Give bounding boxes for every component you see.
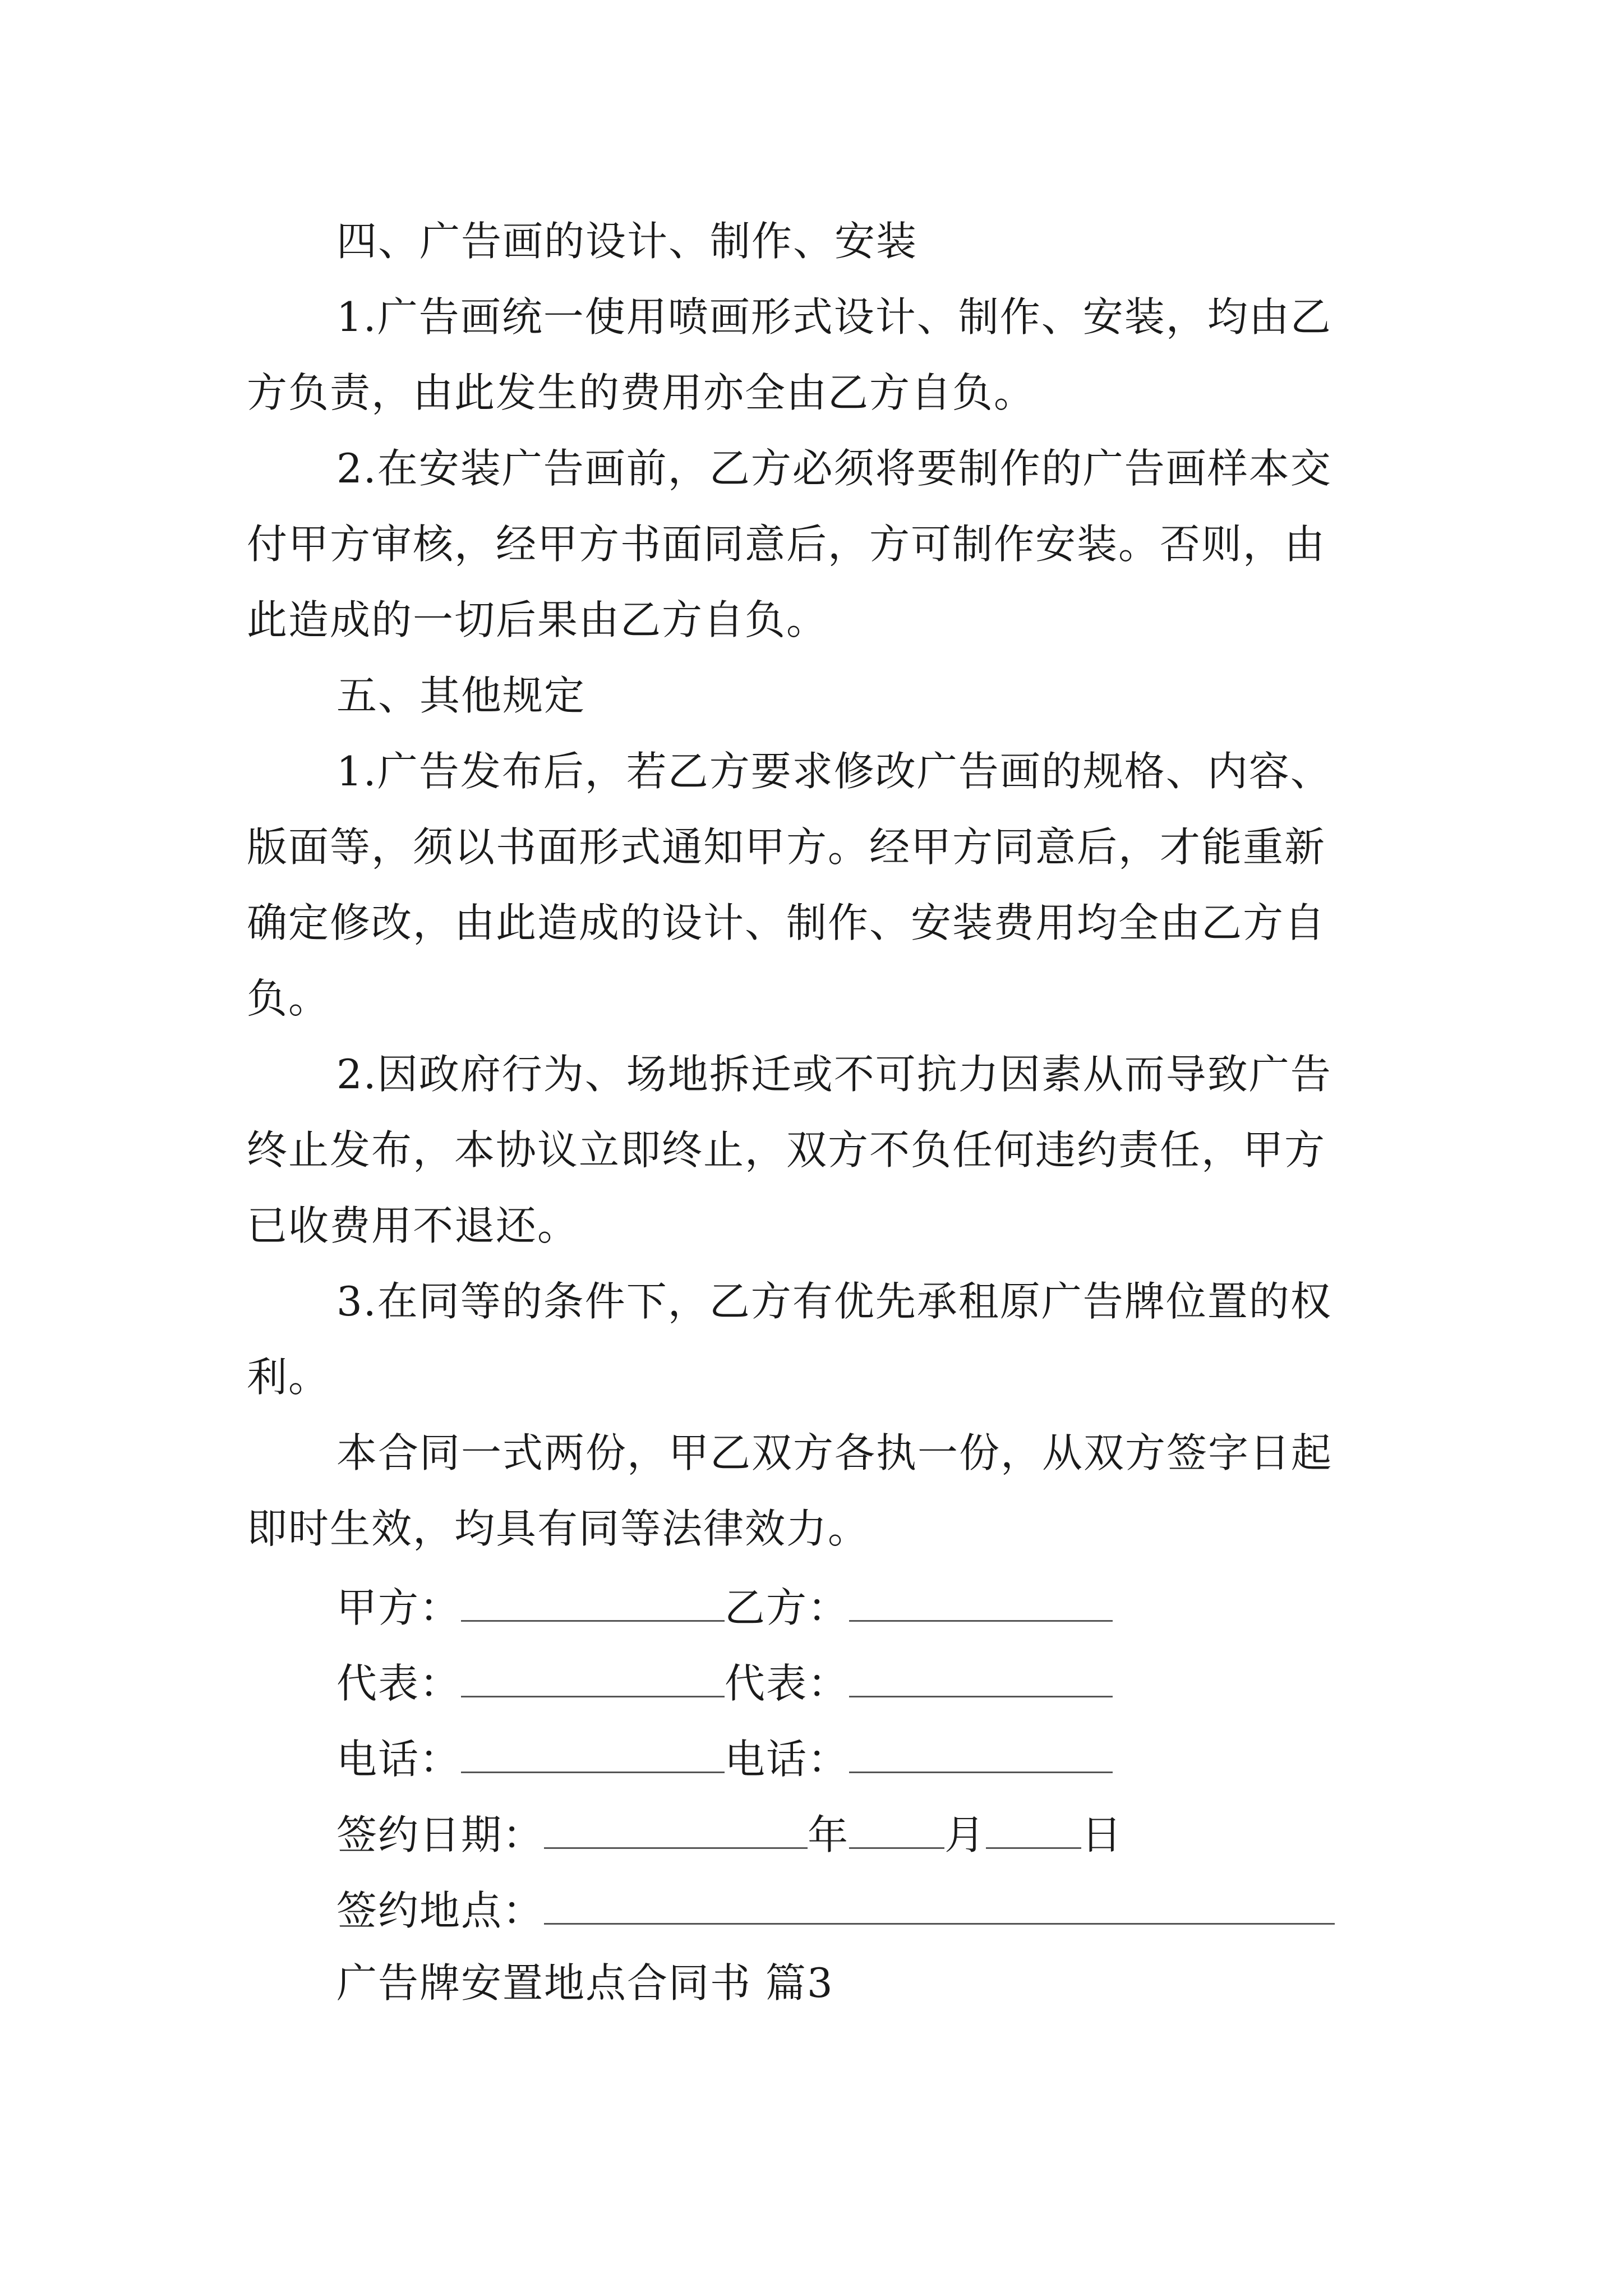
rep-b-label: 代表：	[725, 1660, 850, 1707]
signature-row-place	[336, 1879, 1335, 1939]
signature-row-rep	[336, 1652, 1113, 1711]
paragraph-line: 版面等，须以书面形式通知甲方。经甲方同意后，才能重新	[247, 823, 1326, 871]
paragraph-line: 已收费用不退还。	[247, 1202, 579, 1249]
phone-b-label: 电话：	[725, 1736, 850, 1783]
day-label: 日	[1081, 1811, 1123, 1858]
paragraph-line: 3.在同等的条件下，乙方有优先承租原广告牌位置的权	[336, 1278, 1332, 1325]
date-label: 签约日期：	[336, 1811, 545, 1858]
year-label: 年	[808, 1811, 850, 1858]
signature-row-party	[336, 1576, 1113, 1636]
next-section-title: 广告牌安置地点合同书 篇3	[336, 1959, 834, 2007]
phone-a-label: 电话：	[336, 1736, 462, 1783]
paragraph-line: 即时生效，均具有同等法律效力。	[247, 1505, 870, 1552]
rep-a-label: 代表：	[336, 1660, 462, 1707]
paragraph-line: 1.广告画统一使用喷画形式设计、制作、安装，均由乙	[336, 293, 1332, 341]
paragraph-line: 2.因政府行为、场地拆迁或不可抗力因素从而导致广告	[336, 1051, 1332, 1098]
month-label: 月	[944, 1811, 986, 1858]
phone-a-blank	[461, 1728, 725, 1773]
rep-b-blank	[849, 1652, 1113, 1697]
date-day-blank	[986, 1803, 1081, 1849]
paragraph-line: 本合同一式两份，甲乙双方各执一份，从双方签字日起	[336, 1429, 1333, 1476]
date-month-blank	[849, 1803, 944, 1849]
place-label: 签约地点：	[336, 1887, 545, 1934]
paragraph-line: 2.在安装广告画前，乙方必须将要制作的广告画样本交	[336, 445, 1332, 492]
section-heading-5: 五、其他规定	[336, 672, 586, 719]
paragraph-line: 负。	[247, 975, 330, 1022]
paragraph-line: 1.广告发布后，若乙方要求修改广告画的规格、内容、	[336, 748, 1332, 795]
party-a-blank	[461, 1576, 725, 1622]
paragraph-line: 付甲方审核，经甲方书面同意后，方可制作安装。否则，由	[247, 521, 1326, 568]
signature-row-phone	[336, 1728, 1113, 1787]
party-a-label: 甲方：	[336, 1584, 462, 1631]
phone-b-blank	[849, 1728, 1113, 1773]
paragraph-line: 确定修改，由此造成的设计、制作、安装费用均全由乙方自	[247, 899, 1326, 946]
paragraph-line: 利。	[247, 1354, 330, 1401]
party-b-label: 乙方：	[725, 1584, 850, 1631]
paragraph-line: 方负责，由此发生的费用亦全由乙方自负。	[247, 369, 1036, 416]
rep-a-blank	[461, 1652, 725, 1697]
signature-row-date	[336, 1803, 1123, 1863]
place-blank	[544, 1879, 1335, 1925]
party-b-blank	[849, 1576, 1113, 1622]
paragraph-line: 此造成的一切后果由乙方自负。	[247, 596, 828, 643]
date-year-blank	[544, 1803, 808, 1849]
paragraph-line: 终止发布，本协议立即终止，双方不负任何违约责任，甲方	[247, 1126, 1326, 1174]
section-heading-4: 四、广告画的设计、制作、安装	[336, 218, 918, 265]
